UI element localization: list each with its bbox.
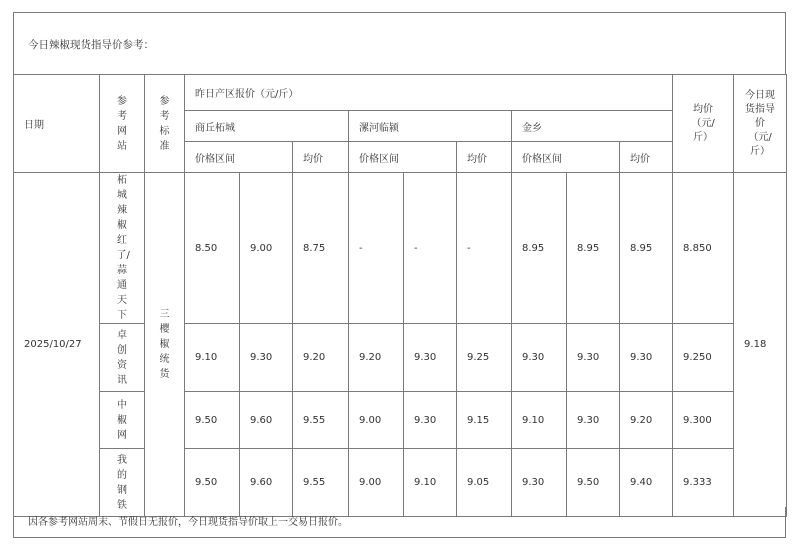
price-cell: 9.30 — [567, 392, 620, 449]
header-region-2: 漯河临颍 — [349, 111, 512, 142]
price-cell: 9.25 — [457, 324, 512, 392]
price-cell: - — [404, 173, 457, 324]
price-cell: 9.30 — [404, 324, 457, 392]
price-cell: 8.95 — [512, 173, 567, 324]
price-cell: 9.30 — [512, 324, 567, 392]
footer-box — [13, 507, 786, 538]
price-cell: 9.30 — [404, 392, 457, 449]
header-avg-3: 均价 — [620, 142, 673, 173]
price-cell: - — [349, 173, 404, 324]
price-cell: 9.30 — [240, 324, 293, 392]
table-row — [14, 324, 787, 392]
price-cell: 9.00 — [349, 449, 404, 517]
header-region-3: 金乡 — [512, 111, 673, 142]
price-cell: 8.95 — [567, 173, 620, 324]
header-guide-price: 今日现货指导价（元/斤） — [734, 75, 787, 173]
price-table — [13, 74, 787, 517]
price-cell: 9.55 — [293, 392, 349, 449]
price-cell: 9.20 — [620, 392, 673, 449]
price-cell: 9.20 — [293, 324, 349, 392]
header-price-range-1: 价格区间 — [185, 142, 293, 173]
price-cell: 9.10 — [185, 324, 240, 392]
row-avg-cell: 9.300 — [673, 392, 734, 449]
price-cell: 9.10 — [404, 449, 457, 517]
price-cell: 9.50 — [567, 449, 620, 517]
date-cell: 2025/10/27 — [14, 173, 100, 517]
header-avg-2: 均价 — [457, 142, 512, 173]
price-cell: 9.15 — [457, 392, 512, 449]
price-cell: 9.60 — [240, 392, 293, 449]
site-cell: 中椒网 — [100, 392, 145, 449]
header-price-range-3: 价格区间 — [512, 142, 620, 173]
price-cell: 9.10 — [512, 392, 567, 449]
row-avg-cell: 9.333 — [673, 449, 734, 517]
price-cell: 9.00 — [349, 392, 404, 449]
price-cell: 9.30 — [512, 449, 567, 517]
header-site: 参考网站 — [100, 75, 145, 173]
price-cell: - — [457, 173, 512, 324]
price-cell: 9.05 — [457, 449, 512, 517]
header-date: 日期 — [14, 75, 100, 173]
price-cell: 9.00 — [240, 173, 293, 324]
price-cell: 8.50 — [185, 173, 240, 324]
guide-price-cell: 9.18 — [734, 173, 787, 517]
site-cell: 我的钢铁 — [100, 449, 145, 517]
header-price-range-2: 价格区间 — [349, 142, 457, 173]
row-avg-cell: 9.250 — [673, 324, 734, 392]
header-avg-1: 均价 — [293, 142, 349, 173]
price-cell: 9.50 — [185, 392, 240, 449]
price-cell: 9.55 — [293, 449, 349, 517]
caption-box — [13, 12, 786, 74]
price-cell: 9.30 — [567, 324, 620, 392]
site-cell: 柘城辣椒红了/蒜通天下 — [100, 173, 145, 324]
site-cell: 卓创资讯 — [100, 324, 145, 392]
header-avg-unit: 均价（元/斤） — [673, 75, 734, 173]
table-row — [14, 392, 787, 449]
price-cell: 9.40 — [620, 449, 673, 517]
footer-note: 因各参考网站周末、节假日无报价，今日现货指导价取上一交易日报价。 — [28, 517, 348, 528]
header-standard: 参考标准 — [145, 75, 185, 173]
price-cell: 9.20 — [349, 324, 404, 392]
price-cell: 8.95 — [620, 173, 673, 324]
price-cell: 9.60 — [240, 449, 293, 517]
price-cell: 9.30 — [620, 324, 673, 392]
standard-cell: 三樱椒统货 — [145, 173, 185, 517]
header-region-1: 商丘柘城 — [185, 111, 349, 142]
caption-text: 今日辣椒现货指导价参考： — [28, 39, 154, 51]
price-cell: 8.75 — [293, 173, 349, 324]
price-document — [13, 12, 788, 537]
row-avg-cell: 8.850 — [673, 173, 734, 324]
header-yesterday-price: 昨日产区报价（元/斤） — [185, 75, 673, 111]
price-cell: 9.50 — [185, 449, 240, 517]
table-row — [14, 173, 787, 324]
